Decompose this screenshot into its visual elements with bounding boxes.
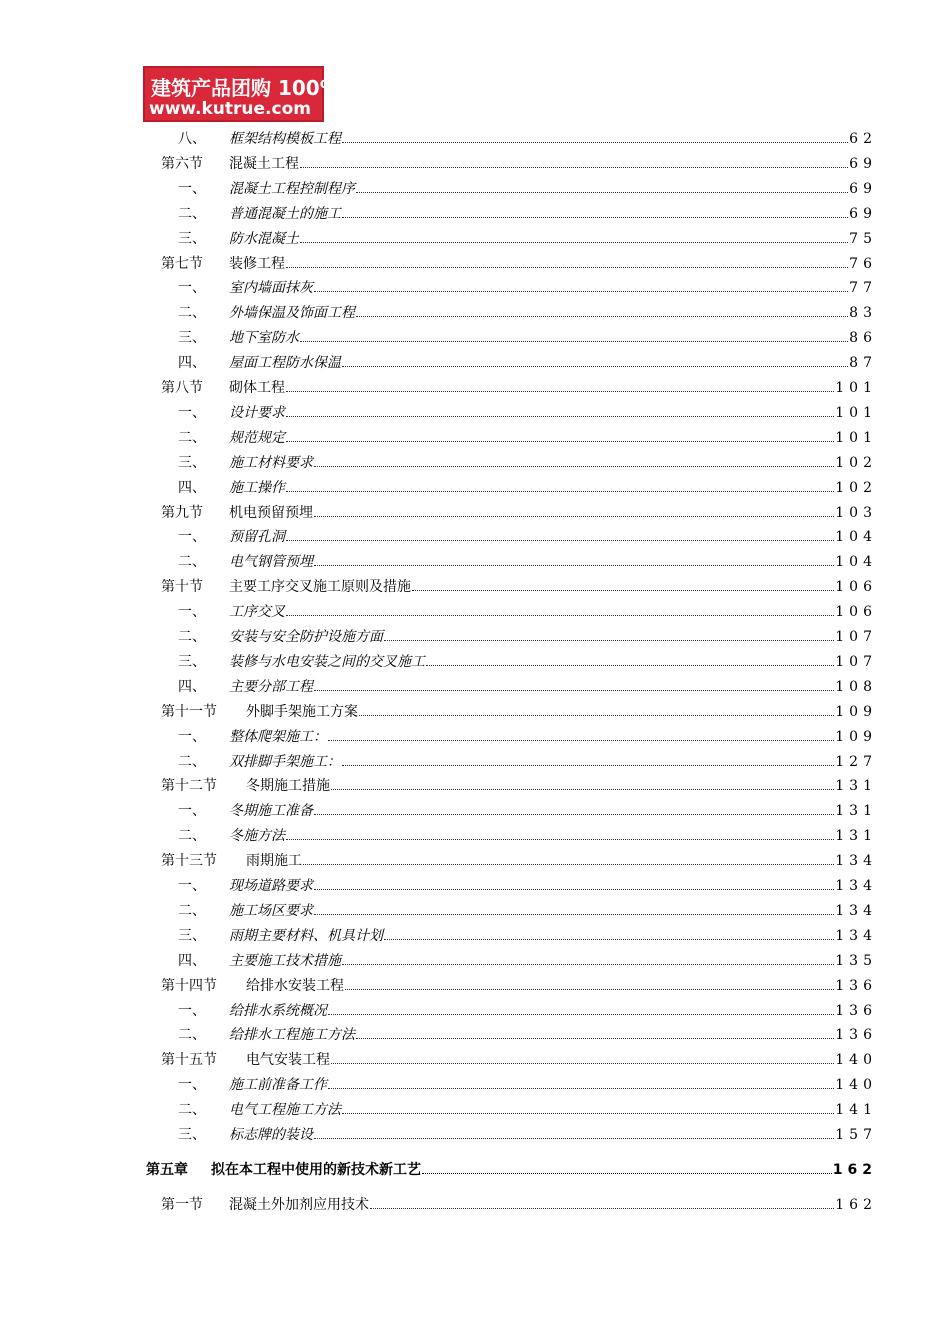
toc-entry-page: 136: [835, 1027, 877, 1044]
toc-entry-line: [229, 302, 877, 322]
toc-leader-dots: [300, 341, 848, 342]
toc-entry-line: [229, 726, 877, 746]
toc-entry-number: 第八节: [161, 380, 203, 396]
toc-entry-title: 施工前准备工作: [229, 1074, 327, 1094]
logo-slogan: 建筑产品团购 100%正品: [151, 76, 380, 100]
toc-entry-title: 安装与安全防护设施方面: [229, 626, 383, 646]
toc-entry[interactable]: [0, 1049, 950, 1071]
toc-entry[interactable]: [0, 377, 950, 399]
toc-entry-title: 拟在本工程中使用的新技术新工艺: [211, 1159, 421, 1179]
toc-entry[interactable]: [0, 477, 950, 499]
toc-entry[interactable]: [0, 1124, 950, 1146]
toc-entry-line: [229, 502, 877, 522]
toc-entry-page: 87: [849, 355, 877, 372]
toc-leader-dots: [342, 1113, 834, 1114]
toc-entry-line: [229, 377, 877, 397]
toc-leader-dots: [426, 665, 834, 666]
toc-entry-page: 107: [835, 653, 877, 670]
toc-entry-title: 主要分部工程: [229, 676, 313, 696]
toc-entry-line: [229, 900, 877, 920]
toc-entry-line: [229, 751, 877, 771]
toc-entry-page: 75: [849, 230, 877, 247]
toc-entry-page: 69: [849, 180, 877, 197]
toc-entry-line: [229, 253, 877, 273]
toc-entry-page: 131: [835, 828, 877, 845]
toc-entry-number: 二、: [178, 753, 206, 770]
toc-entry-number: 二、: [178, 1027, 206, 1044]
toc-entry[interactable]: [0, 526, 950, 548]
toc-entry-number: 第一节: [161, 1196, 203, 1213]
toc-entry-number: 一、: [178, 1002, 206, 1019]
toc-entry-line: [229, 950, 877, 970]
toc-leader-dots: [314, 565, 834, 566]
toc-entry-number: 第十四节: [161, 977, 217, 994]
toc-leader-dots: [314, 1138, 834, 1139]
toc-leader-dots: [384, 640, 834, 641]
toc-entry-number: 第九节: [161, 504, 203, 521]
toc-entry-line: [229, 1000, 877, 1020]
toc-entry-line: [229, 427, 877, 447]
toc-entry-line: [211, 1159, 877, 1179]
toc-entry[interactable]: [0, 277, 950, 299]
toc-entry-page: 76: [849, 255, 877, 272]
toc-entry[interactable]: [0, 601, 950, 623]
toc-entry-title: 电气钢管预埋: [229, 551, 313, 571]
toc-leader-dots: [286, 615, 834, 616]
toc-entry-number: 八、: [178, 131, 206, 147]
toc-entry-title: 框架结构模板工程: [229, 128, 341, 148]
toc-leader-dots: [342, 217, 848, 218]
toc-entry-title: 外脚手架施工方案: [246, 701, 358, 721]
toc-entry-line: [229, 1024, 877, 1044]
toc-entry-line: [229, 1124, 877, 1144]
toc-entry-page: 107: [835, 629, 877, 645]
toc-entry-page: 101: [835, 404, 877, 421]
toc-entry-number: 二、: [178, 205, 206, 222]
toc-entry-line: [229, 526, 877, 546]
toc-entry-title: 设计要求: [229, 402, 285, 422]
toc-entry-line: [229, 875, 877, 895]
toc-entry-line: [229, 277, 877, 297]
toc-entry-line: [246, 850, 877, 870]
toc-entry-page: 106: [835, 604, 877, 621]
toc-leader-dots: [412, 590, 834, 591]
toc-entry-page: 109: [835, 728, 877, 745]
toc-entry[interactable]: [0, 1074, 950, 1096]
toc-entry-line: [229, 576, 877, 596]
toc-entry-line: [229, 1194, 877, 1214]
toc-entry[interactable]: [0, 352, 950, 374]
toc-entry-title: 砌体工程: [229, 377, 285, 397]
toc-entry[interactable]: [0, 975, 950, 997]
toc-entry-page: 83: [849, 305, 877, 322]
toc-entry[interactable]: [0, 1024, 950, 1046]
toc-entry-title: 冬施方法: [229, 825, 285, 845]
toc-entry-number: 四、: [178, 952, 206, 969]
toc-entry[interactable]: [0, 327, 950, 349]
toc-entry-page: 69: [849, 155, 877, 172]
toc-entry-line: [229, 800, 877, 820]
toc-entry-title: 规范规定: [229, 427, 285, 447]
toc-entry[interactable]: [0, 1194, 950, 1216]
toc-leader-dots: [359, 715, 834, 716]
toc-entry-line: [229, 352, 877, 372]
toc-entry[interactable]: [0, 502, 950, 524]
toc-entry-page: 106: [835, 579, 877, 596]
toc-leader-dots: [286, 441, 834, 442]
toc-entry-title: 冬期施工准备: [229, 800, 313, 820]
toc-entry[interactable]: [0, 128, 950, 150]
toc-entry-number: 二、: [178, 554, 206, 571]
toc-entry-line: [229, 551, 877, 571]
toc-entry-line: [229, 128, 877, 148]
toc-leader-dots: [345, 989, 834, 990]
toc-entry-title: 电气安装工程: [246, 1049, 330, 1069]
toc-entry-page: 69: [849, 205, 877, 222]
toc-leader-dots: [314, 516, 834, 517]
toc-entry-title: 装修工程: [229, 253, 285, 273]
toc-entry-number: 三、: [178, 927, 206, 944]
toc-entry-title: 雨期主要材料、机具计划: [229, 925, 383, 945]
toc-entry-page: 162: [835, 1196, 877, 1213]
toc-entry-line: [229, 228, 877, 248]
toc-entry-number: 第十五节: [161, 1052, 217, 1069]
toc-leader-dots: [342, 142, 848, 143]
toc-entry-number: 第十节: [161, 579, 203, 596]
toc-entry[interactable]: [0, 1000, 950, 1022]
toc-entry-title: 给排水工程施工方法: [229, 1024, 355, 1044]
toc-entry[interactable]: [0, 850, 950, 872]
toc-entry-title: 机电预留预埋: [229, 502, 313, 522]
toc-entry-number: 二、: [178, 305, 206, 322]
toc-entry-line: [229, 477, 877, 497]
toc-leader-dots: [300, 167, 848, 168]
toc-entry-page: 141: [835, 1102, 877, 1119]
toc-entry-number: 二、: [178, 429, 206, 446]
toc-entry-number: 三、: [178, 1127, 206, 1143]
toc-entry[interactable]: [0, 825, 950, 847]
toc-entry-title: 施工操作: [229, 477, 285, 497]
toc-entry[interactable]: [0, 551, 950, 573]
toc-entry-page: 134: [835, 878, 877, 894]
toc-entry-page: 134: [835, 853, 877, 870]
toc-entry-page: 104: [835, 554, 877, 571]
toc-entry-line: [229, 153, 877, 173]
toc-entry-title: 标志牌的装设: [229, 1124, 313, 1144]
toc-entry-title: 混凝土工程: [229, 153, 299, 173]
toc-entry-page: 140: [835, 1077, 877, 1094]
toc-entry[interactable]: [0, 775, 950, 797]
toc-entry[interactable]: [0, 402, 950, 424]
toc-entry-number: 二、: [178, 1102, 206, 1119]
toc-leader-dots: [303, 864, 834, 865]
toc-entry-title: 电气工程施工方法: [229, 1099, 341, 1119]
toc-leader-dots: [314, 291, 848, 292]
toc-entry-line: [229, 402, 877, 422]
toc-leader-dots: [370, 1208, 834, 1209]
toc-entry[interactable]: [0, 228, 950, 250]
toc-entry-page: 108: [835, 678, 877, 695]
toc-leader-dots: [286, 391, 834, 392]
toc-entry-title: 混凝土外加剂应用技术: [229, 1194, 369, 1214]
toc-entry-page: 134: [835, 927, 877, 944]
toc-entry-page: 77: [849, 280, 877, 297]
toc-entry-page: 101: [835, 380, 877, 396]
toc-entry-line: [229, 1099, 877, 1119]
toc-entry-line: [229, 676, 877, 696]
toc-entry-number: 三、: [178, 330, 206, 347]
toc-leader-dots: [384, 939, 834, 940]
toc-entry-number: 三、: [178, 230, 206, 247]
toc-entry[interactable]: [0, 253, 950, 275]
toc-entry[interactable]: [0, 576, 950, 598]
toc-leader-dots: [356, 316, 848, 317]
toc-entry-page: 131: [835, 803, 877, 820]
toc-entry-number: 一、: [178, 529, 206, 546]
toc-leader-dots: [314, 914, 834, 915]
toc-entry-number: 第十二节: [161, 778, 217, 795]
toc-entry-number: 一、: [178, 280, 206, 297]
toc-entry-title: 给排水安装工程: [246, 975, 344, 995]
toc-entry[interactable]: [0, 751, 950, 773]
toc-entry-number: 四、: [178, 479, 206, 496]
toc-entry-number: 二、: [178, 629, 206, 645]
toc-entry-line: [229, 1074, 877, 1094]
toc-entry-page: 135: [835, 952, 877, 969]
toc-entry-number: 一、: [178, 728, 206, 745]
toc-entry-number: 第十三节: [161, 853, 217, 870]
toc-entry-page: 134: [835, 902, 877, 919]
toc-entry-page: 86: [849, 330, 877, 347]
toc-entry-number: 一、: [178, 604, 206, 621]
toc-entry-page: 162: [832, 1161, 877, 1178]
toc-entry-line: [246, 775, 877, 795]
toc-leader-dots: [314, 690, 834, 691]
toc-entry-number: 一、: [178, 404, 206, 421]
toc-entry-line: [229, 327, 877, 347]
toc-entry-title: 混凝土工程控制程序: [229, 178, 355, 198]
toc-leader-dots: [356, 1038, 834, 1039]
toc-entry[interactable]: [0, 153, 950, 175]
toc-entry-number: 第六节: [161, 155, 203, 172]
toc-entry-line: [246, 1049, 877, 1069]
toc-entry-title: 主要工序交叉施工原则及措施: [229, 576, 411, 596]
brand-logo: [143, 66, 380, 122]
toc-entry-number: 三、: [178, 653, 206, 670]
toc-entry-line: [229, 626, 877, 646]
toc-entry-page: 109: [835, 703, 877, 720]
toc-entry-number: 一、: [178, 878, 206, 894]
toc-entry-number: 第十一节: [161, 703, 217, 720]
toc-entry[interactable]: [0, 701, 950, 723]
toc-entry-page: 136: [835, 977, 877, 994]
toc-entry-title: 地下室防水: [229, 327, 299, 347]
toc-entry[interactable]: [0, 626, 950, 648]
toc-entry-title: 施工材料要求: [229, 452, 313, 472]
toc-leader-dots: [286, 416, 834, 417]
toc-entry[interactable]: [0, 925, 950, 947]
toc-entry[interactable]: [0, 178, 950, 200]
toc-entry[interactable]: [0, 875, 950, 897]
toc-entry-line: [229, 825, 877, 845]
toc-entry-title: 给排水系统概况: [229, 1000, 327, 1020]
toc-entry-page: 101: [835, 429, 877, 446]
toc-entry-number: 一、: [178, 1077, 206, 1094]
toc-leader-dots: [422, 1173, 832, 1174]
toc-entry-number: 四、: [178, 678, 206, 695]
toc-entry-line: [229, 651, 877, 671]
toc-entry-page: 103: [835, 504, 877, 521]
toc-entry-title: 现场道路要求: [229, 875, 313, 895]
toc-leader-dots: [331, 789, 834, 790]
toc-entry-line: [246, 701, 877, 721]
toc-entry-title: 防水混凝土: [229, 228, 299, 248]
toc-entry-line: [229, 601, 877, 621]
toc-entry-page: 62: [849, 131, 877, 147]
toc-entry-page: 157: [835, 1127, 877, 1143]
toc-leader-dots: [342, 765, 834, 766]
toc-entry-number: 四、: [178, 355, 206, 372]
toc-entry-number: 第七节: [161, 255, 203, 272]
toc-leader-dots: [328, 1014, 834, 1015]
toc-entry-title: 冬期施工措施: [246, 775, 330, 795]
toc-entry[interactable]: [0, 676, 950, 698]
toc-entry-title: 雨期施工: [246, 850, 302, 870]
toc-entry-page: 127: [835, 753, 877, 770]
toc-entry-title: 普通混凝土的施工: [229, 203, 341, 223]
toc-entry-title: 主要施工技术措施: [229, 950, 341, 970]
toc-leader-dots: [286, 839, 834, 840]
toc-entry-number: 第五章: [146, 1161, 188, 1178]
toc-entry-page: 102: [835, 454, 877, 471]
toc-entry[interactable]: [0, 203, 950, 225]
toc-entry[interactable]: [0, 1159, 950, 1181]
toc-entry-line: [229, 178, 877, 198]
toc-entry-number: 三、: [178, 454, 206, 471]
toc-leader-dots: [286, 267, 848, 268]
toc-leader-dots: [300, 242, 848, 243]
toc-entry[interactable]: [0, 302, 950, 324]
toc-entry[interactable]: [0, 900, 950, 922]
toc-leader-dots: [314, 466, 834, 467]
toc-entry-title: 室内墙面抹灰: [229, 277, 313, 297]
toc-leader-dots: [286, 491, 834, 492]
toc-entry-title: 工序交叉: [229, 601, 285, 621]
toc-entry-title: 双排脚手架施工：: [229, 751, 341, 771]
toc-entry[interactable]: [0, 1099, 950, 1121]
toc-entry-number: 二、: [178, 902, 206, 919]
toc-entry[interactable]: [0, 427, 950, 449]
toc-entry-title: 预留孔洞: [229, 526, 285, 546]
toc-leader-dots: [342, 964, 834, 965]
toc-entry-line: [229, 452, 877, 472]
toc-entry-title: 装修与水电安装之间的交叉施工: [229, 651, 425, 671]
toc-entry-title: 外墙保温及饰面工程: [229, 302, 355, 322]
toc-entry-number: 一、: [178, 803, 206, 820]
toc-entry-number: 一、: [178, 180, 206, 197]
toc-entry[interactable]: [0, 800, 950, 822]
toc-leader-dots: [342, 366, 848, 367]
toc-entry-title: 施工场区要求: [229, 900, 313, 920]
toc-leader-dots: [314, 814, 834, 815]
toc-entry[interactable]: [0, 452, 950, 474]
toc-entry-page: 104: [835, 529, 877, 546]
toc-entry[interactable]: [0, 950, 950, 972]
toc-leader-dots: [286, 540, 834, 541]
toc-entry-line: [229, 203, 877, 223]
toc-entry-title: 屋面工程防水保温: [229, 352, 341, 372]
toc-entry-page: 140: [835, 1052, 877, 1069]
toc-entry[interactable]: [0, 651, 950, 673]
toc-entry-line: [229, 925, 877, 945]
toc-entry-number: 二、: [178, 828, 206, 845]
toc-leader-dots: [314, 889, 834, 890]
toc-entry-page: 131: [835, 778, 877, 795]
toc-leader-dots: [356, 192, 848, 193]
logo-url: www.kutrue.com: [149, 99, 311, 119]
toc-leader-dots: [331, 1063, 834, 1064]
toc-leader-dots: [328, 740, 834, 741]
toc-entry-page: 136: [835, 1002, 877, 1019]
toc-entry-line: [246, 975, 877, 995]
toc-leader-dots: [328, 1088, 834, 1089]
toc-entry-page: 102: [835, 479, 877, 496]
toc-entry-title: 整体爬架施工：: [229, 726, 327, 746]
toc-entry[interactable]: [0, 726, 950, 748]
